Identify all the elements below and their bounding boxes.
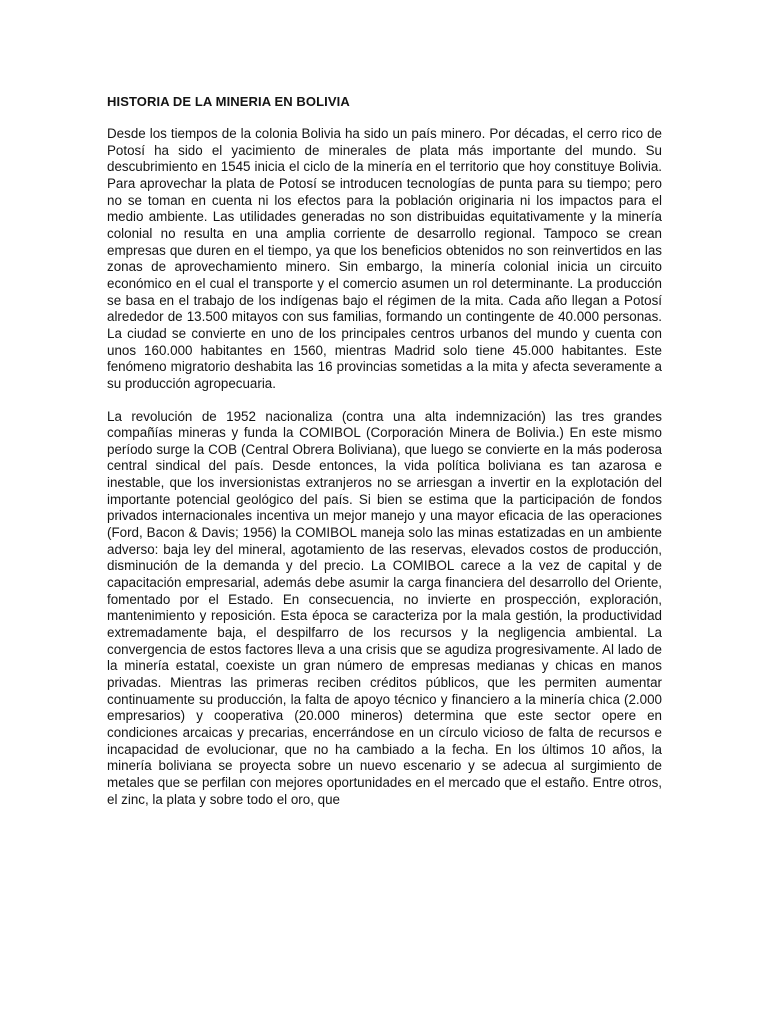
paragraph-1952-revolution: La revolución de 1952 nacionaliza (contra una alta indemnización) las tres grandes compañías mineras y funda la COMIBOL (Corporación Minera de Bolivia.) En este mismo período surge la COB (Central Obrera Boliviana), que luego se convierte en la más poderosa central sindical del país. Desde entonces, la vida política boliviana es tan azarosa e inestable, que los inversionistas extranjeros no se arriesgan a invertir en la explotación del importante potencial geológico del país. Si bien se estima que la participación de fondos privados internacionales incentiva un mejor manejo y una mayor eficacia de las operaciones (Ford, Bacon & Davis; 1956) la COMIBOL maneja solo las minas estatizadas en un ambiente adverso: baja ley del mineral, agotamiento de las reservas, elevados costos de producción, disminución de la demanda y del precio. La COMIBOL carece a la vez de capital y de capacitación empresarial, además debe asumir la carga financiera del desarrollo del Oriente, fomentado por el Estado. En consecuencia, no invierte en prospección, exploración, mantenimiento y reposición. Esta época se caracteriza por la mala gestión, la productividad extremadamente baja, el despilfarro de los recursos y la negligencia ambiental. La convergencia de estos factores lleva a una crisis que se agudiza progresivamente. Al lado de la minería estatal, coexiste un gran número de empresas medianas y chicas en manos privadas. Mientras las primeras reciben créditos públicos, que les permiten aumentar continuamente su producción, la falta de apoyo técnico y financiero a la minería chica (2.000 empresarios) y cooperativa (20.000 mineros) determina que este sector opere en condiciones arcaicas y precarias, encerrándose en un círculo vicioso de falta de recursos e incapacidad de evolucionar, que no ha cambiado a la fecha. En los últimos 10 años, la minería boliviana se proyecta sobre un nuevo escenario y se adecua al surgimiento de metales que se perfilan con mejores oportunidades en el mercado que el estaño. Entre otros, el zinc, la plata y sobre todo el oro, que bbox=[107, 408, 662, 807]
paragraph-colonial-mining: Desde los tiempos de la colonia Bolivia ha sido un país minero. Por décadas, el cerro rico de Potosí ha sido el yacimiento de minerales de plata más importante del mundo. Su descubrimiento en 1545 inicia el ciclo de la minería en el territorio que hoy constituye Bolivia. Para aprovechar la plata de Potosí se introducen tecnologías de punta para su tiempo; pero no se toman en cuenta ni los efectos para la población originaria ni los impactos para el medio ambiente. Las utilidades generadas no son distribuidas equitativamente y la minería colonial no resulta en una amplia corriente de desarrollo regional. Tampoco se crean empresas que duren en el tiempo, ya que los beneficios obtenidos no son reinvertidos en las zonas de aprovechamiento minero. Sin embargo, la minería colonial inicia un circuito económico en el cual el transporte y el comercio asumen un rol determinante. La producción se basa en el trabajo de los indígenas bajo el régimen de la mita. Cada año llegan a Potosí alrededor de 13.500 mitayos con sus familias, formando un contingente de 40.000 personas. La ciudad se convierte en uno de los principales centros urbanos del mundo y cuenta con unos 160.000 habitantes en 1560, mientras Madrid solo tiene 45.000 habitantes. Este fenómeno migratorio deshabita las 16 provincias sometidas a la mita y afecta severamente a su producción agropecuaria. bbox=[107, 126, 662, 391]
document-title: HISTORIA DE LA MINERIA EN BOLIVIA bbox=[107, 94, 350, 109]
